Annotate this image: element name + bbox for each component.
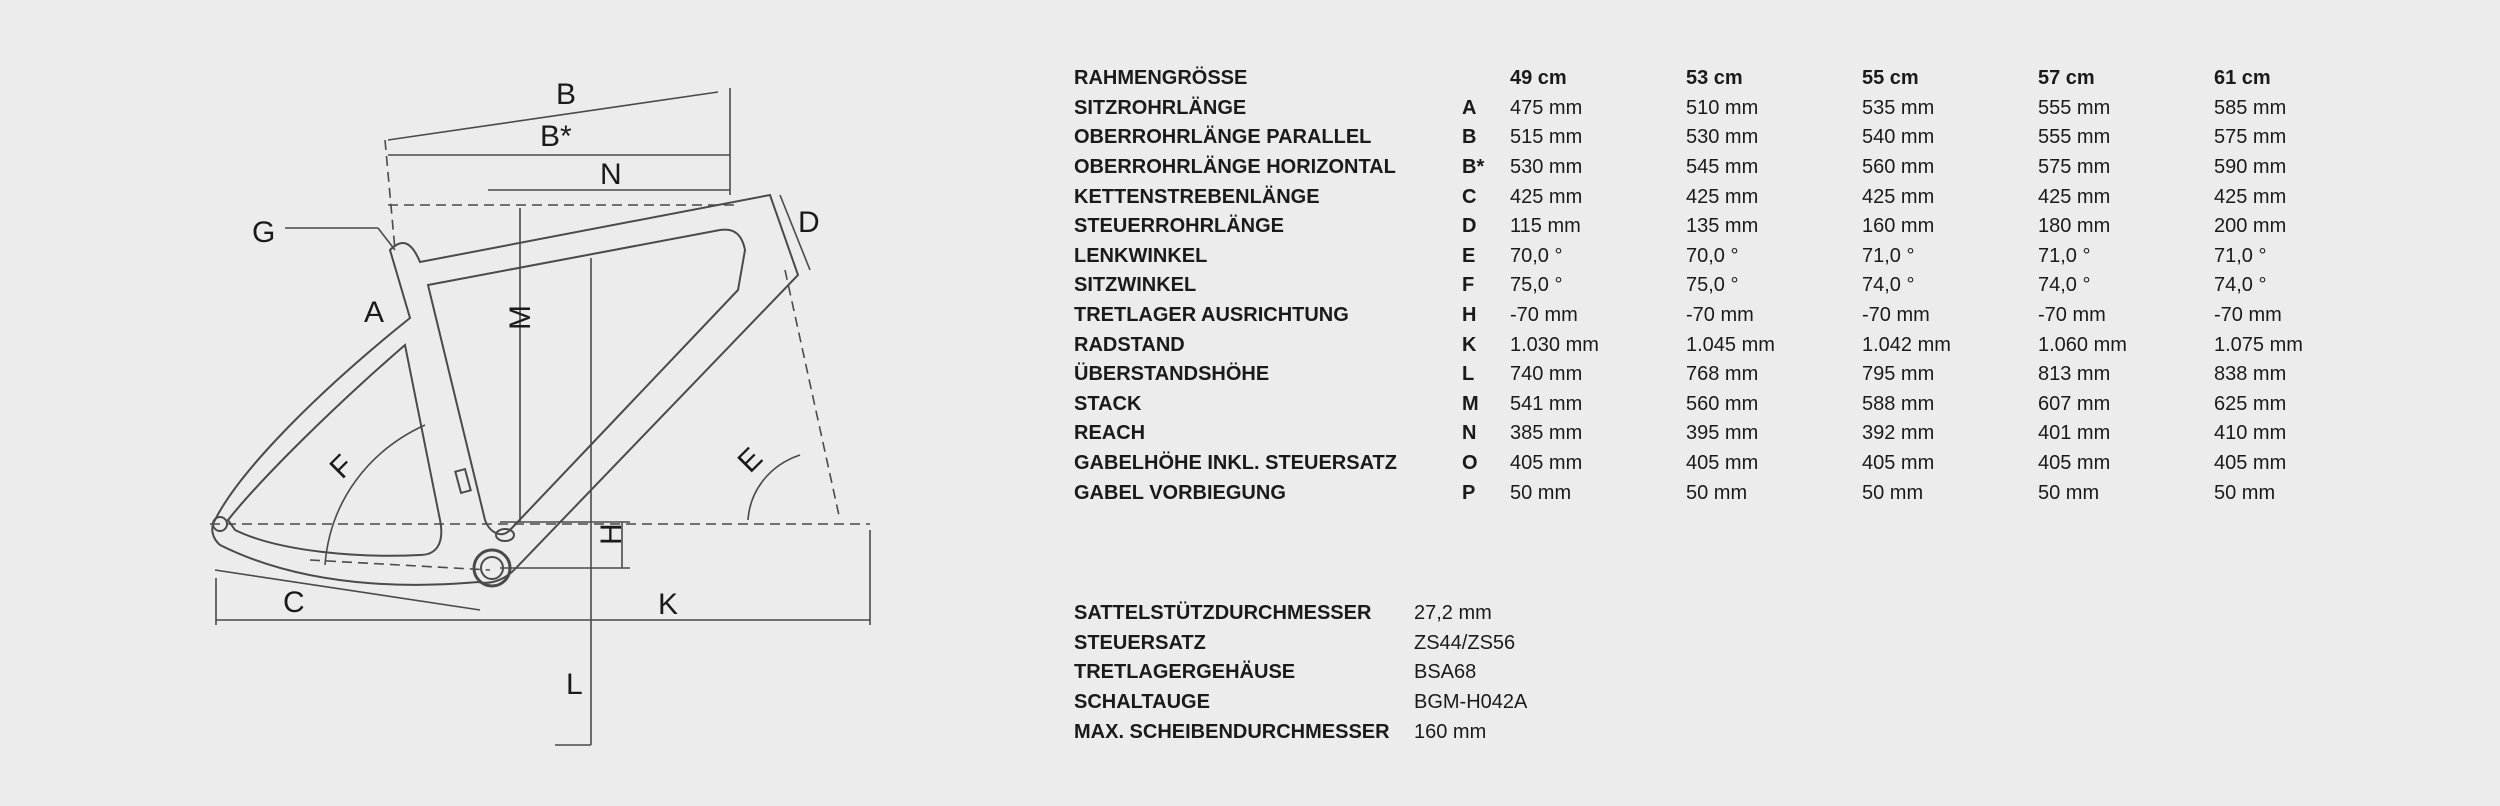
row-letter: E [1462, 244, 1476, 267]
row-value: 575 mm [2214, 126, 2287, 149]
row-letter: B [1462, 126, 1477, 149]
row-value: 395 mm [1686, 422, 1759, 445]
seat-angle-arc [325, 425, 425, 565]
row-value: 1.075 mm [2214, 333, 2303, 356]
row-name: STEUERROHRLÄNGE [1074, 215, 1285, 238]
row-letter: L [1462, 363, 1475, 386]
table-row [1074, 330, 2390, 360]
row-value: 768 mm [1686, 363, 1759, 386]
row-value: 590 mm [2214, 156, 2287, 179]
row-value: 405 mm [2214, 452, 2287, 475]
row-value: 401 mm [2038, 422, 2111, 445]
table-row [1074, 419, 2390, 449]
row-name: SITZROHRLÄNGE [1074, 96, 1247, 119]
spec-value: 27,2 mm [1414, 602, 1492, 625]
row-value: 795 mm [1862, 363, 1935, 386]
row-value: 160 mm [1862, 215, 1935, 238]
row-value: 385 mm [1510, 422, 1583, 445]
row-letter: B* [1462, 156, 1485, 179]
geometry-table [1074, 64, 2390, 508]
table-row [1074, 301, 2390, 331]
row-value: 475 mm [1510, 96, 1583, 119]
row-value: 425 mm [1686, 185, 1759, 208]
row-value: 625 mm [2214, 392, 2287, 415]
size-header: 55 cm [1862, 67, 1919, 90]
spec-row [1074, 629, 1527, 659]
spec-value: 160 mm [1414, 720, 1487, 743]
table-row [1074, 390, 2390, 420]
size-header: 49 cm [1510, 67, 1567, 90]
spec-name: TRETLAGERGEHÄUSE [1074, 661, 1296, 684]
size-header: 53 cm [1686, 67, 1743, 90]
label-f: F [323, 448, 360, 486]
row-value: 50 mm [1510, 481, 1572, 504]
table-row [1074, 478, 2390, 508]
row-value: 588 mm [1862, 392, 1935, 415]
row-value: -70 mm [2214, 304, 2282, 327]
spec-row [1074, 599, 1527, 629]
frame-size-label: RAHMENGRÖSSE [1074, 67, 1248, 90]
row-value: 135 mm [1686, 215, 1759, 238]
spec-value: BGM-H042A [1414, 691, 1528, 714]
row-value: 515 mm [1510, 126, 1583, 149]
label-b: B [556, 78, 577, 111]
row-name: STACK [1074, 392, 1142, 415]
row-value: 50 mm [2038, 481, 2100, 504]
row-value: 541 mm [1510, 392, 1583, 415]
row-value: 530 mm [1510, 156, 1583, 179]
table-row [1074, 153, 2390, 183]
row-value: 1.045 mm [1686, 333, 1775, 356]
label-c: C [283, 586, 305, 619]
row-value: 70,0 ° [1510, 244, 1563, 267]
main-triangle-inner [428, 230, 745, 534]
row-name: GABELHÖHE INKL. STEUERSATZ [1074, 452, 1397, 475]
row-value: -70 mm [1510, 304, 1578, 327]
row-value: 180 mm [2038, 215, 2111, 238]
spec-value: BSA68 [1414, 661, 1477, 684]
row-name: ÜBERSTANDSHÖHE [1074, 363, 1270, 386]
row-value: 585 mm [2214, 96, 2287, 119]
size-header: 61 cm [2214, 67, 2271, 90]
spec-table [1074, 599, 1527, 747]
table-row [1074, 94, 2390, 124]
frame-geometry-diagram [0, 0, 1000, 806]
row-value: 1.030 mm [1510, 333, 1599, 356]
row-value: 410 mm [2214, 422, 2287, 445]
row-name: LENKWINKEL [1074, 244, 1208, 267]
row-value: 71,0 ° [2038, 244, 2091, 267]
row-value: 50 mm [2214, 481, 2276, 504]
row-value: 575 mm [2038, 156, 2111, 179]
label-d: D [798, 206, 820, 239]
row-letter: C [1462, 185, 1477, 208]
row-value: -70 mm [1686, 304, 1754, 327]
spec-row [1074, 658, 1527, 688]
spec-name: SCHALTAUGE [1074, 691, 1210, 714]
row-value: 71,0 ° [2214, 244, 2267, 267]
row-letter: O [1462, 452, 1478, 475]
row-value: 425 mm [1862, 185, 1935, 208]
row-name: REACH [1074, 422, 1146, 445]
row-value: 405 mm [1510, 452, 1583, 475]
size-header: 57 cm [2038, 67, 2095, 90]
row-letter: A [1462, 96, 1477, 119]
label-k: K [658, 588, 679, 621]
row-value: 74,0 ° [2038, 274, 2091, 297]
spec-row [1074, 688, 1527, 718]
row-letter: N [1462, 422, 1477, 445]
row-value: 545 mm [1686, 156, 1759, 179]
row-value: 560 mm [1686, 392, 1759, 415]
row-value: 540 mm [1862, 126, 1935, 149]
row-value: 1.042 mm [1862, 333, 1951, 356]
table-row [1074, 360, 2390, 390]
row-name: OBERROHRLÄNGE HORIZONTAL [1074, 156, 1396, 179]
row-value: 50 mm [1862, 481, 1924, 504]
row-value: 75,0 ° [1686, 274, 1739, 297]
row-value: 530 mm [1686, 126, 1759, 149]
spec-name: SATTELSTÜTZDURCHMESSER [1074, 602, 1372, 625]
label-n: N [600, 158, 622, 191]
row-value: 70,0 ° [1686, 244, 1739, 267]
row-value: -70 mm [2038, 304, 2106, 327]
table-row [1074, 123, 2390, 153]
row-name: OBERROHRLÄNGE PARALLEL [1074, 126, 1372, 149]
row-value: 740 mm [1510, 363, 1583, 386]
row-value: 560 mm [1862, 156, 1935, 179]
label-a: A [364, 296, 385, 329]
row-value: 200 mm [2214, 215, 2287, 238]
row-letter: F [1462, 274, 1475, 297]
table-row [1074, 449, 2390, 479]
row-value: 555 mm [2038, 96, 2111, 119]
row-letter: D [1462, 215, 1477, 238]
row-value: 405 mm [2038, 452, 2111, 475]
spec-name: MAX. SCHEIBENDURCHMESSER [1074, 720, 1390, 743]
row-value: 50 mm [1686, 481, 1748, 504]
row-name: GABEL VORBIEGUNG [1074, 481, 1286, 504]
row-name: TRETLAGER AUSRICHTUNG [1074, 304, 1349, 327]
row-value: 425 mm [1510, 185, 1583, 208]
row-value: 510 mm [1686, 96, 1759, 119]
row-value: 405 mm [1862, 452, 1935, 475]
row-value: 535 mm [1862, 96, 1935, 119]
spec-name: STEUERSATZ [1074, 631, 1206, 654]
row-name: SITZWINKEL [1074, 274, 1197, 297]
row-value: -70 mm [1862, 304, 1930, 327]
table-row [1074, 271, 2390, 301]
row-letter: P [1462, 481, 1476, 504]
row-value: 71,0 ° [1862, 244, 1915, 267]
table-row [1074, 212, 2390, 242]
spec-value: ZS44/ZS56 [1414, 631, 1516, 654]
label-h: H [595, 523, 628, 545]
spec-row [1074, 717, 1527, 747]
row-value: 392 mm [1862, 422, 1935, 445]
row-name: KETTENSTREBENLÄNGE [1074, 185, 1320, 208]
row-value: 1.060 mm [2038, 333, 2127, 356]
row-value: 115 mm [1510, 215, 1581, 238]
row-value: 813 mm [2038, 363, 2111, 386]
row-letter: K [1462, 333, 1477, 356]
cable-port-icon [455, 469, 470, 493]
table-row [1074, 242, 2390, 272]
row-value: 75,0 ° [1510, 274, 1563, 297]
row-value: 425 mm [2038, 185, 2111, 208]
row-value: 405 mm [1686, 452, 1759, 475]
row-value: 555 mm [2038, 126, 2111, 149]
label-l: L [566, 668, 583, 701]
frame-outline [212, 195, 798, 585]
table-row [1074, 182, 2390, 212]
row-name: RADSTAND [1074, 333, 1185, 356]
geometry-header-row [1074, 64, 2390, 94]
label-e: E [731, 441, 770, 480]
row-letter: M [1462, 392, 1479, 415]
label-g: G [252, 216, 276, 249]
row-letter: H [1462, 304, 1477, 327]
row-value: 74,0 ° [1862, 274, 1915, 297]
row-value: 74,0 ° [2214, 274, 2267, 297]
row-value: 838 mm [2214, 363, 2287, 386]
row-value: 425 mm [2214, 185, 2287, 208]
label-b-star: B* [540, 120, 572, 153]
label-m: M [504, 305, 537, 330]
row-value: 607 mm [2038, 392, 2111, 415]
